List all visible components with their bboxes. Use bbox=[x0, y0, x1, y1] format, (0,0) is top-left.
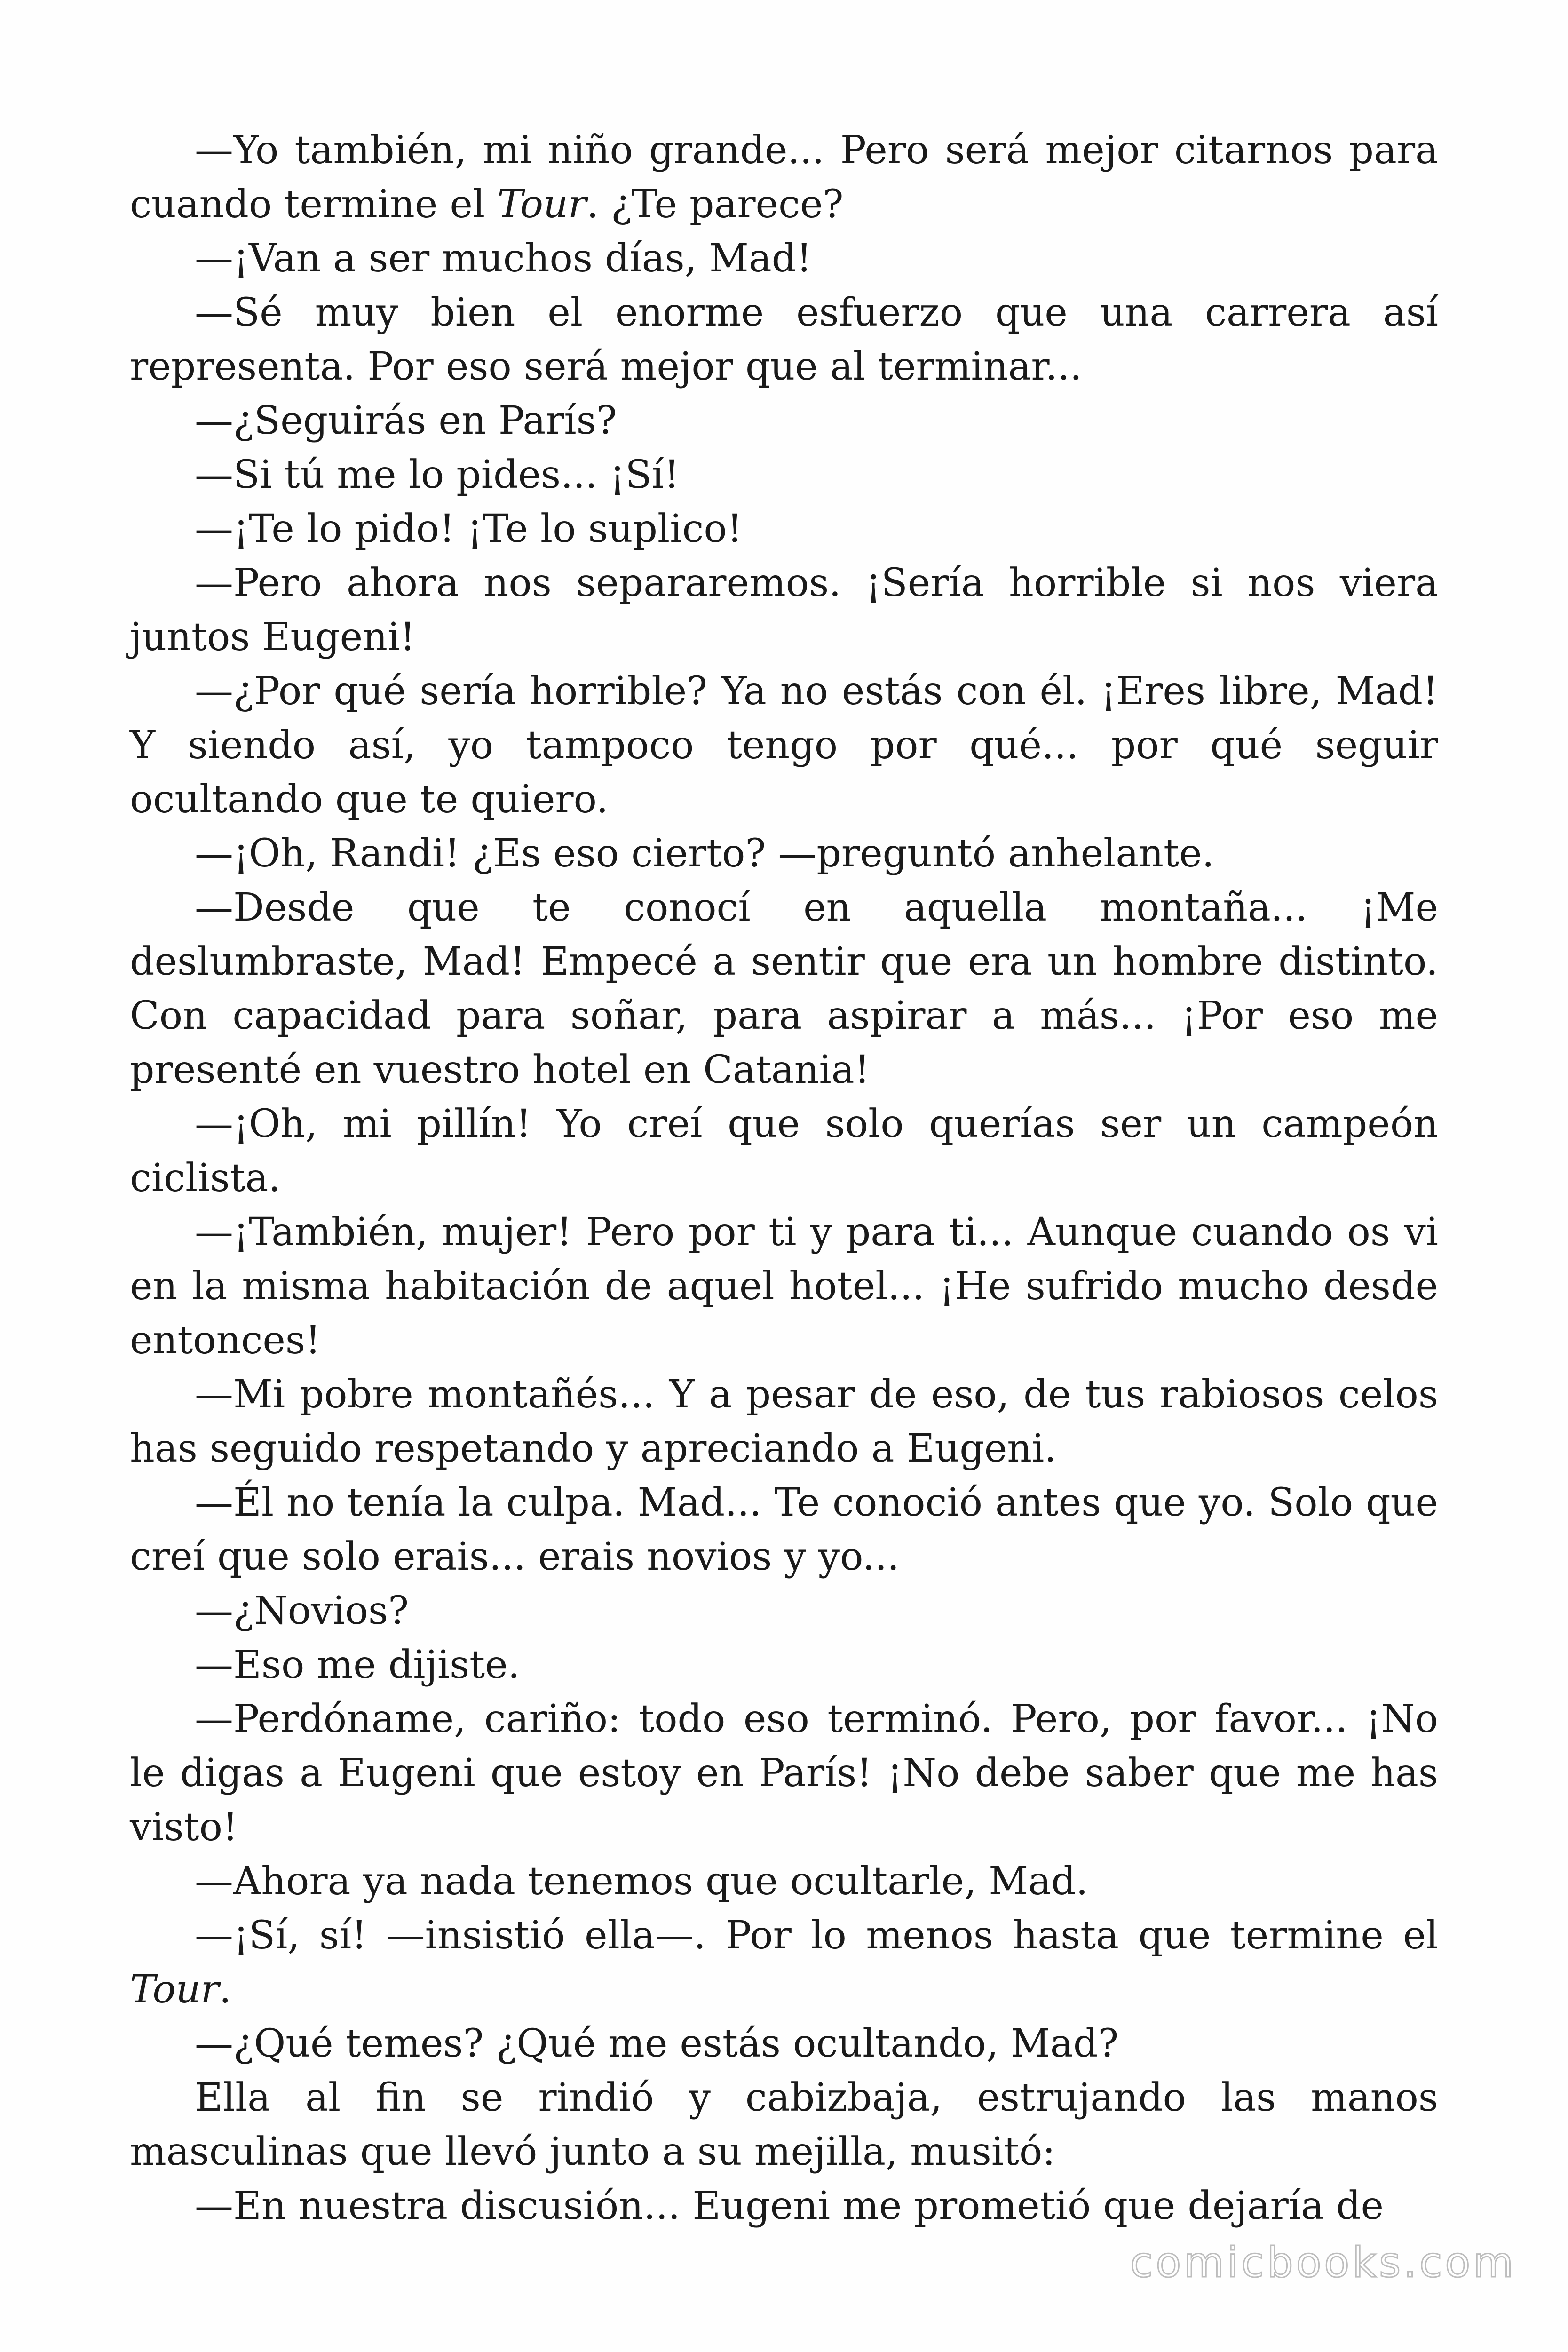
paragraph bbox=[130, 123, 1438, 231]
paragraph bbox=[130, 286, 1438, 394]
text-run: —Eso me dijiste. bbox=[195, 1643, 520, 1687]
italic-text: Tour bbox=[497, 182, 586, 227]
paragraph bbox=[130, 664, 1438, 826]
paragraph bbox=[130, 502, 1438, 556]
paragraph bbox=[130, 1854, 1438, 1908]
paragraph bbox=[130, 231, 1438, 286]
paragraph bbox=[130, 1097, 1438, 1205]
paragraph bbox=[130, 1476, 1438, 1584]
text-run: —¡También, mujer! Pero por ti y para ti... Aunque cuando os vi en la misma habitación de aquel hotel... ¡He sufrido mucho desde entonces! bbox=[130, 1210, 1438, 1363]
paragraph bbox=[130, 1638, 1438, 1692]
text-run: . bbox=[219, 1967, 231, 2012]
paragraph bbox=[130, 881, 1438, 1097]
paragraph bbox=[130, 1367, 1438, 1476]
text-run: Ella al fin se rindió y cabizbaja, estrujando las manos masculinas que llevó junto a su mejilla, musitó: bbox=[130, 2075, 1438, 2174]
text-run: . ¿Te parece? bbox=[586, 182, 844, 227]
text-run: —Mi pobre montañés... Y a pesar de eso, de tus rabiosos celos has seguido respetando y apreciando a Eugeni. bbox=[130, 1372, 1438, 1471]
text-run: —Desde que te conocí en aquella montaña... ¡Me deslumbraste, Mad! Empecé a sentir que era un hombre distinto. Con capacidad para soñar, para aspirar a más... ¡Por eso me presenté en vuestro hotel en Catania! bbox=[130, 885, 1438, 1092]
paragraph bbox=[130, 394, 1438, 448]
italic-text: Tour bbox=[130, 1967, 219, 2012]
text-run: —¿Qué temes? ¿Qué me estás ocultando, Mad? bbox=[195, 2021, 1119, 2066]
paragraph bbox=[130, 1692, 1438, 1854]
text-run: —Perdóname, cariño: todo eso terminó. Pero, por favor... ¡No le digas a Eugeni que estoy en París! ¡No debe saber que me has visto! bbox=[130, 1697, 1438, 1850]
text-run: —Si tú me lo pides... ¡Sí! bbox=[195, 453, 680, 497]
text-run: —Él no tenía la culpa. Mad... Te conoció antes que yo. Solo que creí que solo erais... erais novios y yo... bbox=[130, 1480, 1438, 1579]
text-run: —En nuestra discusión... Eugeni me prometió que dejaría de bbox=[195, 2184, 1384, 2228]
text-run: —¿Novios? bbox=[195, 1589, 409, 1633]
paragraph bbox=[130, 1908, 1438, 2017]
page-text bbox=[130, 123, 1438, 2233]
paragraph bbox=[130, 2071, 1438, 2179]
text-run: —Yo también, mi niño grande... Pero será mejor citarnos para cuando termine el bbox=[130, 128, 1438, 227]
text-run: —¡Oh, Randi! ¿Es eso cierto? —preguntó anhelante. bbox=[195, 831, 1214, 876]
paragraph bbox=[130, 556, 1438, 664]
text-run: —¿Seguirás en París? bbox=[195, 398, 617, 443]
text-run: —¡Oh, mi pillín! Yo creí que solo querías ser un campeón ciclista. bbox=[130, 1102, 1438, 1200]
text-run: —¡Van a ser muchos días, Mad! bbox=[195, 236, 812, 281]
paragraph bbox=[130, 2017, 1438, 2071]
text-run: —Ahora ya nada tenemos que ocultarle, Mad. bbox=[195, 1859, 1088, 1904]
watermark: comicbooks.com bbox=[1130, 2238, 1516, 2287]
text-run: —Pero ahora nos separaremos. ¡Sería horrible si nos viera juntos Eugeni! bbox=[130, 561, 1438, 660]
paragraph bbox=[130, 826, 1438, 881]
paragraph bbox=[130, 1584, 1438, 1638]
paragraph bbox=[130, 2179, 1438, 2233]
paragraph bbox=[130, 1205, 1438, 1367]
text-run: —¿Por qué sería horrible? Ya no estás con él. ¡Eres libre, Mad! Y siendo así, yo tampoco tengo por qué... por qué seguir ocultando que te quiero. bbox=[130, 669, 1438, 822]
text-run: —¡Sí, sí! —insistió ella—. Por lo menos hasta que termine el bbox=[195, 1913, 1438, 1958]
text-run: —Sé muy bien el enorme esfuerzo que una carrera así representa. Por eso será mejor que al terminar... bbox=[130, 290, 1438, 389]
text-run: —¡Te lo pido! ¡Te lo suplico! bbox=[195, 507, 743, 551]
paragraph bbox=[130, 448, 1438, 502]
